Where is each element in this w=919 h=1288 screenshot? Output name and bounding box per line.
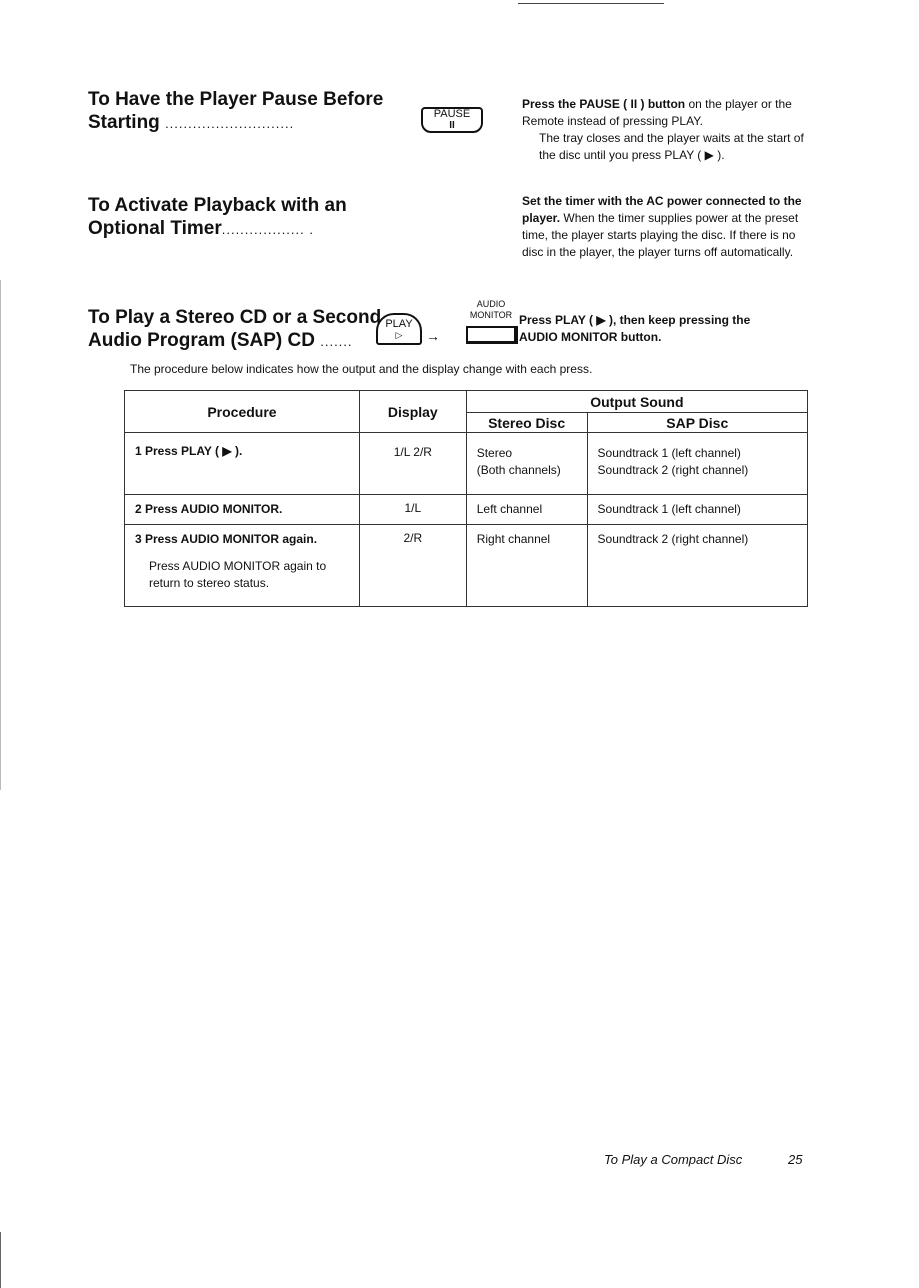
timer-desc-rest: When the timer supplies power at the preset time, the player starts playing the disc. If there is no disc in the player, the player turns off automatically. [522, 211, 799, 259]
row3-display: 2/R [403, 531, 423, 545]
left-margin-mark [0, 280, 1, 790]
pause-desc-rest: on the player or the Remote instead of pressing PLAY. [522, 97, 792, 128]
top-rule [518, 3, 664, 4]
row2-display: 1/L [404, 501, 422, 515]
row1-stereo-line1: Stereo [476, 446, 513, 460]
row1-sap-line1: Soundtrack 1 (left channel) [597, 446, 741, 460]
bottom-left-mark [0, 1232, 1, 1288]
timer-description [522, 193, 802, 261]
pause-heading-line2: Starting [88, 112, 160, 133]
sap-heading-line2: Audio Program (SAP) CD [88, 330, 315, 351]
row3-sap: Soundtrack 2 (right channel) [597, 532, 749, 546]
play-button-icon [376, 313, 422, 345]
timer-heading-line2: Optional Timer [88, 218, 222, 239]
row1-sap-line2: Soundtrack 2 (right channel) [597, 463, 749, 477]
stereo-disc-header: Stereo Disc [466, 413, 587, 433]
row2-sap: Soundtrack 1 (left channel) [597, 502, 741, 516]
arrow-right-icon: → [426, 328, 440, 344]
row3-procedure: 3 Press AUDIO MONITOR again. [135, 532, 318, 546]
table-intro: The procedure below indicates how the output and the display change with each press. [130, 362, 593, 376]
pause-heading-line1: To Have the Player Pause Before [88, 89, 384, 110]
pause-icon-symbol: II [449, 120, 455, 131]
pause-leader-dots: ............................ [165, 116, 295, 131]
footer-section-title: To Play a Compact Disc [604, 1152, 743, 1167]
row2-stereo: Left channel [476, 502, 543, 516]
table-row [125, 495, 808, 525]
sap-heading [88, 306, 388, 353]
sap-heading-line1: To Play a Stereo CD or a Second [88, 307, 382, 328]
table-row [125, 433, 808, 495]
timer-leader-dots: .................. . [221, 222, 314, 237]
audio-monitor-label-bottom: MONITOR [469, 310, 513, 320]
pause-description [522, 96, 812, 164]
timer-heading [88, 194, 388, 241]
row2-procedure: 2 Press AUDIO MONITOR. [135, 502, 283, 516]
row3-stereo: Right channel [476, 532, 551, 546]
pause-desc-bold: Press the PAUSE ( II ) button [522, 97, 686, 111]
audio-monitor-label-top: AUDIO [476, 299, 506, 309]
sap-description: Press PLAY ( ▶ ), then keep pressing the AUDIO MONITOR button. [519, 313, 751, 344]
row1-procedure: 1 Press PLAY ( ▶ ). [135, 444, 243, 458]
pause-desc-note: The tray closes and the player waits at the start of the disc until you press PLAY ( ▶ ). [539, 131, 804, 162]
pause-heading [88, 88, 388, 135]
procedure-table [124, 390, 808, 607]
play-triangle-icon: ▷ [395, 330, 403, 340]
row3-procedure-note: Press AUDIO MONITOR again to return to stereo status. [149, 559, 327, 590]
table-row [125, 525, 808, 607]
page-number: 25 [788, 1152, 803, 1167]
timer-desc-bold: Set the timer with the AC power connected to the player. [522, 194, 802, 225]
play-icon-label: PLAY [385, 318, 413, 330]
sap-disc-header: SAP Disc [587, 413, 807, 433]
sap-leader-dots: ....... [320, 334, 353, 349]
pause-icon-label: PAUSE [433, 108, 471, 120]
audio-monitor-label [466, 299, 516, 321]
row1-display: 1/L 2/R [393, 445, 432, 459]
output-sound-header: Output Sound [466, 391, 807, 413]
audio-monitor-button-icon [466, 326, 518, 344]
display-header: Display [359, 391, 466, 433]
timer-heading-line1: To Activate Playback with an [88, 195, 347, 216]
procedure-header: Procedure [125, 391, 360, 433]
row1-stereo-line2: (Both channels) [476, 463, 561, 477]
pause-button-icon [421, 107, 483, 133]
